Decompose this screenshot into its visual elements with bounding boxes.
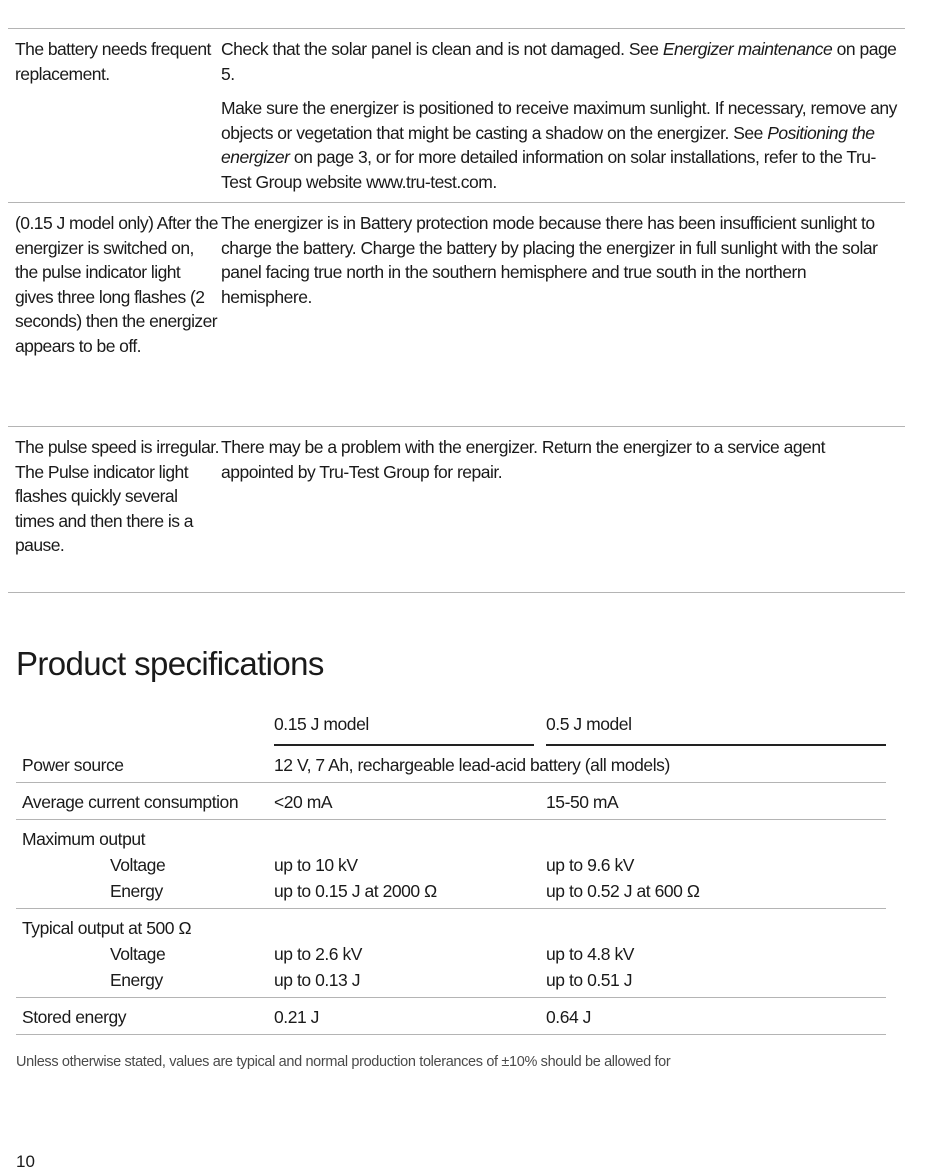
solution-paragraph: The energizer is in Battery protection mode because there has been insufficient sunlight to charge the battery. Charge the battery by placing the energizer in full sunlight with the solar panel facing true north in the southern hemisphere and true south in the northern hemisphere. bbox=[221, 213, 878, 307]
spec-value: 0.64 J bbox=[546, 1007, 591, 1027]
cross-reference: Energizer maintenance bbox=[662, 39, 833, 59]
spec-sublabel: Energy bbox=[110, 881, 163, 901]
page-number: 10 bbox=[16, 1152, 35, 1171]
column-header: 0.15 J model bbox=[274, 714, 534, 746]
table-row bbox=[16, 998, 886, 1035]
solution-cell bbox=[220, 427, 905, 592]
column-header: 0.5 J model bbox=[546, 714, 886, 746]
problem-cell: (0.15 J model only) After the energizer is switched on, the pulse indicator light gives three long flashes (2 seconds) then the energizer appears to be off. bbox=[15, 213, 218, 356]
spec-sublabel: Voltage bbox=[110, 855, 166, 875]
section-title: Product specifications bbox=[16, 645, 324, 682]
spec-header-row bbox=[16, 712, 886, 746]
spec-value: up to 2.6 kV bbox=[274, 944, 362, 964]
spec-value-group bbox=[274, 826, 546, 904]
spec-label: Stored energy bbox=[22, 1007, 127, 1027]
spec-value: up to 0.13 J bbox=[274, 970, 361, 990]
spec-value: up to 0.51 J bbox=[546, 970, 633, 990]
spec-label: Typical output at 500 Ω bbox=[22, 918, 192, 938]
specifications-table bbox=[16, 712, 886, 1035]
spec-value-group bbox=[546, 826, 886, 904]
spec-label-group bbox=[16, 915, 274, 993]
spec-value: up to 9.6 kV bbox=[546, 855, 634, 875]
problem-cell: The pulse speed is irregular. The Pulse indicator light flashes quickly several times and then there is a pause. bbox=[15, 437, 219, 555]
spec-sublabel: Voltage bbox=[110, 944, 166, 964]
spec-value: up to 4.8 kV bbox=[546, 944, 634, 964]
spec-label-group bbox=[16, 826, 274, 904]
spec-label: Power source bbox=[22, 755, 124, 775]
table-row bbox=[16, 820, 886, 909]
table-row bbox=[16, 909, 886, 998]
cross-reference: Positioning the energizer bbox=[221, 122, 875, 167]
spec-value: 15-50 mA bbox=[546, 792, 619, 812]
table-row bbox=[16, 746, 886, 783]
spec-value: up to 0.52 J at 600 Ω bbox=[546, 881, 700, 901]
solution-cell bbox=[220, 203, 905, 426]
spec-value: 0.21 J bbox=[274, 1007, 319, 1027]
spec-sublabel: Energy bbox=[110, 970, 163, 990]
troubleshooting-table bbox=[8, 28, 905, 593]
solution-paragraph: Make sure the energizer is positioned to receive maximum sunlight. If necessary, remove any objects or vegetation that might be casting a shadow on the energizer. See Positioning the energizer on page 3, or for more detailed information on solar installations, refer to the Tru-Test Group website www.tru-test.com. bbox=[221, 98, 897, 192]
table-row bbox=[8, 427, 905, 593]
spec-label: Maximum output bbox=[22, 829, 146, 849]
table-row bbox=[16, 783, 886, 820]
problem-cell: The battery needs frequent replacement. bbox=[15, 39, 211, 84]
table-row bbox=[8, 203, 905, 427]
spec-value: up to 0.15 J at 2000 Ω bbox=[274, 881, 437, 901]
solution-paragraph: Check that the solar panel is clean and is not damaged. See Energizer maintenance on page 5. bbox=[221, 39, 897, 84]
spec-value: up to 10 kV bbox=[274, 855, 358, 875]
spec-label: Average current consumption bbox=[22, 792, 239, 812]
table-row bbox=[8, 29, 905, 203]
solution-cell bbox=[220, 29, 905, 202]
spec-value-group bbox=[546, 915, 886, 993]
footnote: Unless otherwise stated, values are typical and normal production tolerances of ±10% should be allowed for bbox=[16, 1054, 671, 1070]
spec-value: <20 mA bbox=[274, 792, 333, 812]
spec-value-group bbox=[274, 915, 546, 993]
spec-value: 12 V, 7 Ah, rechargeable lead-acid battery (all models) bbox=[274, 755, 670, 775]
solution-paragraph: There may be a problem with the energizer. Return the energizer to a service agent appointed by Tru-Test Group for repair. bbox=[221, 437, 825, 482]
